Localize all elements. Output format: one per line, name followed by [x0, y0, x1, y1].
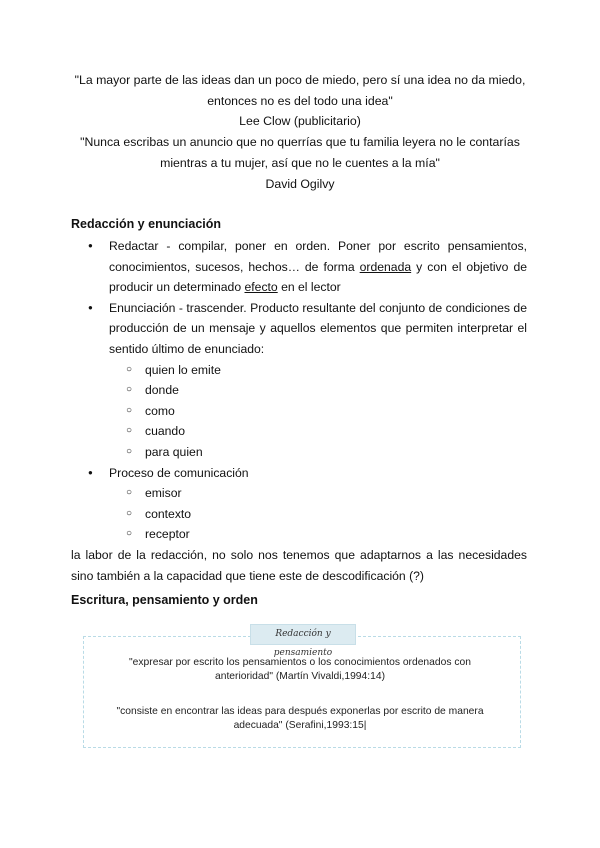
- sub-bullet: ○ receptor: [71, 524, 527, 545]
- opening-quotes: [60, 70, 540, 194]
- bullet-proceso: ● Proceso de comunicación: [71, 463, 527, 484]
- bullet-redactar: ● Redactar - compilar, poner en orden. Poner por escrito pensamientos, conocimientos, sucesos, hechos… de forma ordenada y con el objetivo de producir un determinado efecto en el lector: [71, 236, 527, 298]
- main-bullet-list: [71, 236, 527, 360]
- sub-bullet: ○ para quien: [71, 442, 527, 463]
- sub-bullet: ○ cuando: [71, 421, 527, 442]
- sub-bullet: ○ contexto: [71, 504, 527, 525]
- section-heading-escritura: Escritura, pensamiento y orden: [71, 593, 258, 607]
- body-paragraph: la labor de la redacción, no solo nos tenemos que adaptarnos a las necesidades sino también a la capacidad que tiene este de descodificación (?): [71, 547, 527, 583]
- box-quote-vivaldi: "expresar por escrito los pensamientos o los conocimientos ordenados con anterioridad" (Martín Vivaldi,1994:14): [129, 657, 471, 682]
- section-body-redaccion: [71, 236, 527, 586]
- main-bullet-list: [71, 463, 527, 484]
- section-heading-redaccion: Redacción y enunciación: [71, 217, 222, 231]
- sub-bullet: ○ como: [71, 401, 527, 422]
- quote-author: David Ogilvy: [265, 176, 335, 191]
- quote-line: "Nunca escribas un anuncio que no querrías que tu familia leyera no le contarías: [80, 135, 520, 150]
- quote-line: "La mayor parte de las ideas dan un poco de miedo, pero sí una idea no da miedo,: [74, 73, 526, 87]
- bullet-enunciacion: ● Enunciación - trascender. Producto resultante del conjunto de condiciones de producción de un mensaje y aquellos elementos que permiten interpretar el sentido último de enunciado:: [71, 298, 527, 360]
- quote-author: Lee Clow (publicitario): [239, 114, 361, 129]
- sub-bullet: ○ donde: [71, 380, 527, 401]
- sub-bullet-list: [71, 483, 527, 545]
- underlined-word: ordenada: [359, 259, 412, 274]
- box-quote-serafini: "consiste en encontrar las ideas para después exponerlas por escrito de manera adecuada" (Serafini,1993:15|: [116, 706, 484, 731]
- quote-line: mientras a tu mujer, así que no le cuentes a la mía": [160, 155, 440, 170]
- underlined-word: efecto: [244, 280, 278, 295]
- sub-bullet-list: [71, 360, 527, 463]
- quote-box-title: Redacción y pensamiento: [250, 624, 356, 645]
- sub-bullet: ○ emisor: [71, 483, 527, 504]
- sub-bullet: ○ quien lo emite: [71, 360, 527, 381]
- quote-line: entonces no es del todo una idea": [207, 93, 393, 108]
